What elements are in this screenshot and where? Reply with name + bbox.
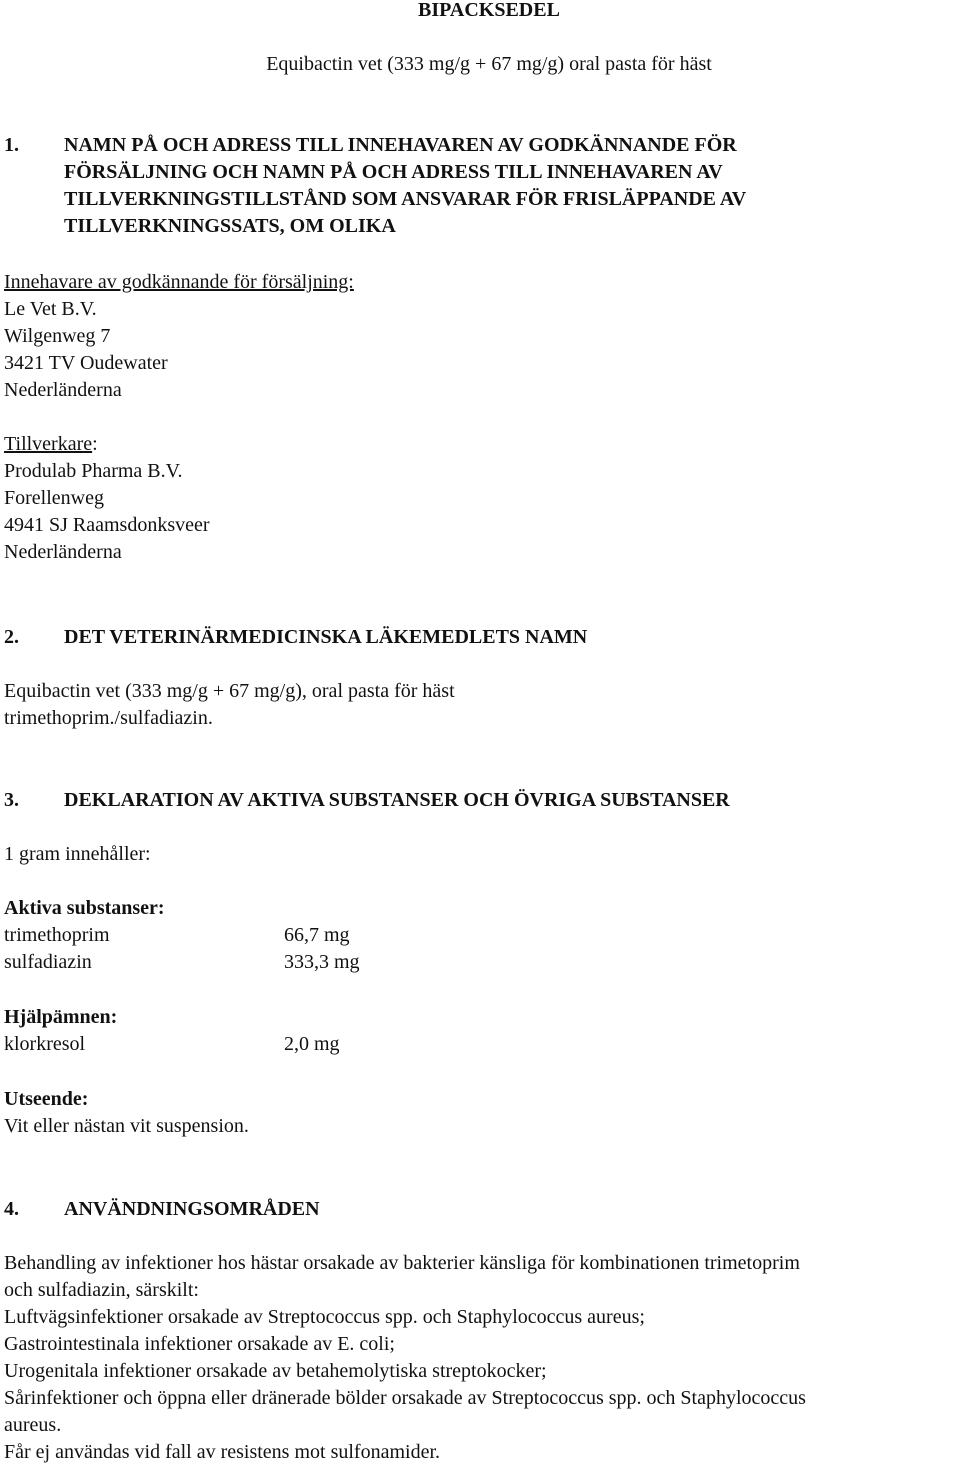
section-2-number: 2. — [4, 626, 19, 648]
section-4-line: Luftvägsinfektioner orsakade av Streptococcus spp. och Staphylococcus aureus; — [4, 1306, 645, 1328]
active-substance-amount: 66,7 mg — [284, 924, 350, 946]
section-2-line: trimethoprim./sulfadiazin. — [4, 707, 213, 729]
section-1-heading-line: TILLVERKNINGSSATS, OM OLIKA — [64, 215, 396, 237]
document-title: BIPACKSEDEL — [418, 0, 560, 21]
manufacturer-line: Produlab Pharma B.V. — [4, 460, 183, 482]
appearance-text: Vit eller nästan vit suspension. — [4, 1115, 249, 1137]
section-2-line: Equibactin vet (333 mg/g + 67 mg/g), oral pasta för häst — [4, 680, 455, 702]
section-2-heading: DET VETERINÄRMEDICINSKA LÄKEMEDLETS NAMN — [64, 626, 588, 648]
manufacturer-label: Tillverkare — [4, 433, 93, 455]
holder-label: Innehavare av godkännande för försäljning: — [4, 271, 354, 293]
document-subtitle: Equibactin vet (333 mg/g + 67 mg/g) oral pasta för häst — [266, 53, 712, 75]
holder-line: Le Vet B.V. — [4, 298, 97, 320]
holder-line: Nederländerna — [4, 379, 122, 401]
active-substances-label: Aktiva substanser: — [4, 897, 165, 919]
section-1-heading-line: FÖRSÄLJNING OCH NAMN PÅ OCH ADRESS TILL INNEHAVAREN AV — [64, 161, 723, 183]
active-substance-name: sulfadiazin — [4, 951, 92, 973]
manufacturer-label-row — [4, 431, 98, 458]
holder-line: 3421 TV Oudewater — [4, 352, 168, 374]
section-4-line: Gastrointestinala infektioner orsakade av E. coli; — [4, 1333, 395, 1355]
manufacturer-line: Nederländerna — [4, 541, 122, 563]
active-substance-amount: 333,3 mg — [284, 951, 360, 973]
section-4-number: 4. — [4, 1198, 19, 1220]
excipient-name: klorkresol — [4, 1033, 86, 1055]
excipients-label: Hjälpämnen: — [4, 1006, 118, 1028]
section-4-heading: ANVÄNDNINGSOMRÅDEN — [64, 1198, 320, 1220]
section-4-line: aureus. — [4, 1414, 62, 1436]
manufacturer-label-colon: : — [92, 433, 98, 455]
section-1-number: 1. — [4, 134, 19, 156]
holder-line: Wilgenweg 7 — [4, 325, 111, 347]
section-4-line: Får ej användas vid fall av resistens mot sulfonamider. — [4, 1441, 441, 1463]
section-4-line: Sårinfektioner och öppna eller dränerade bölder orsakade av Streptococcus spp. och Staphylococcus — [4, 1387, 806, 1409]
section-3-intro: 1 gram innehåller: — [4, 843, 151, 865]
active-substance-name: trimethoprim — [4, 924, 110, 946]
section-3-number: 3. — [4, 789, 19, 811]
manufacturer-line: 4941 SJ Raamsdonksveer — [4, 514, 210, 536]
section-4-line: Behandling av infektioner hos hästar orsakade av bakterier känsliga för kombinationen trimetoprim — [4, 1252, 800, 1274]
section-1-heading-line: TILLVERKNINGSTILLSTÅND SOM ANSVARAR FÖR FRISLÄPPANDE AV — [64, 188, 747, 210]
section-3-heading: DEKLARATION AV AKTIVA SUBSTANSER OCH ÖVRIGA SUBSTANSER — [64, 789, 730, 811]
section-1-heading-line: NAMN PÅ OCH ADRESS TILL INNEHAVAREN AV GODKÄNNANDE FÖR — [64, 134, 737, 156]
section-4-line: Urogenitala infektioner orsakade av betahemolytiska streptokocker; — [4, 1360, 547, 1382]
section-4-line: och sulfadiazin, särskilt: — [4, 1279, 199, 1301]
manufacturer-line: Forellenweg — [4, 487, 104, 509]
appearance-label: Utseende: — [4, 1088, 89, 1110]
excipient-amount: 2,0 mg — [284, 1033, 340, 1055]
